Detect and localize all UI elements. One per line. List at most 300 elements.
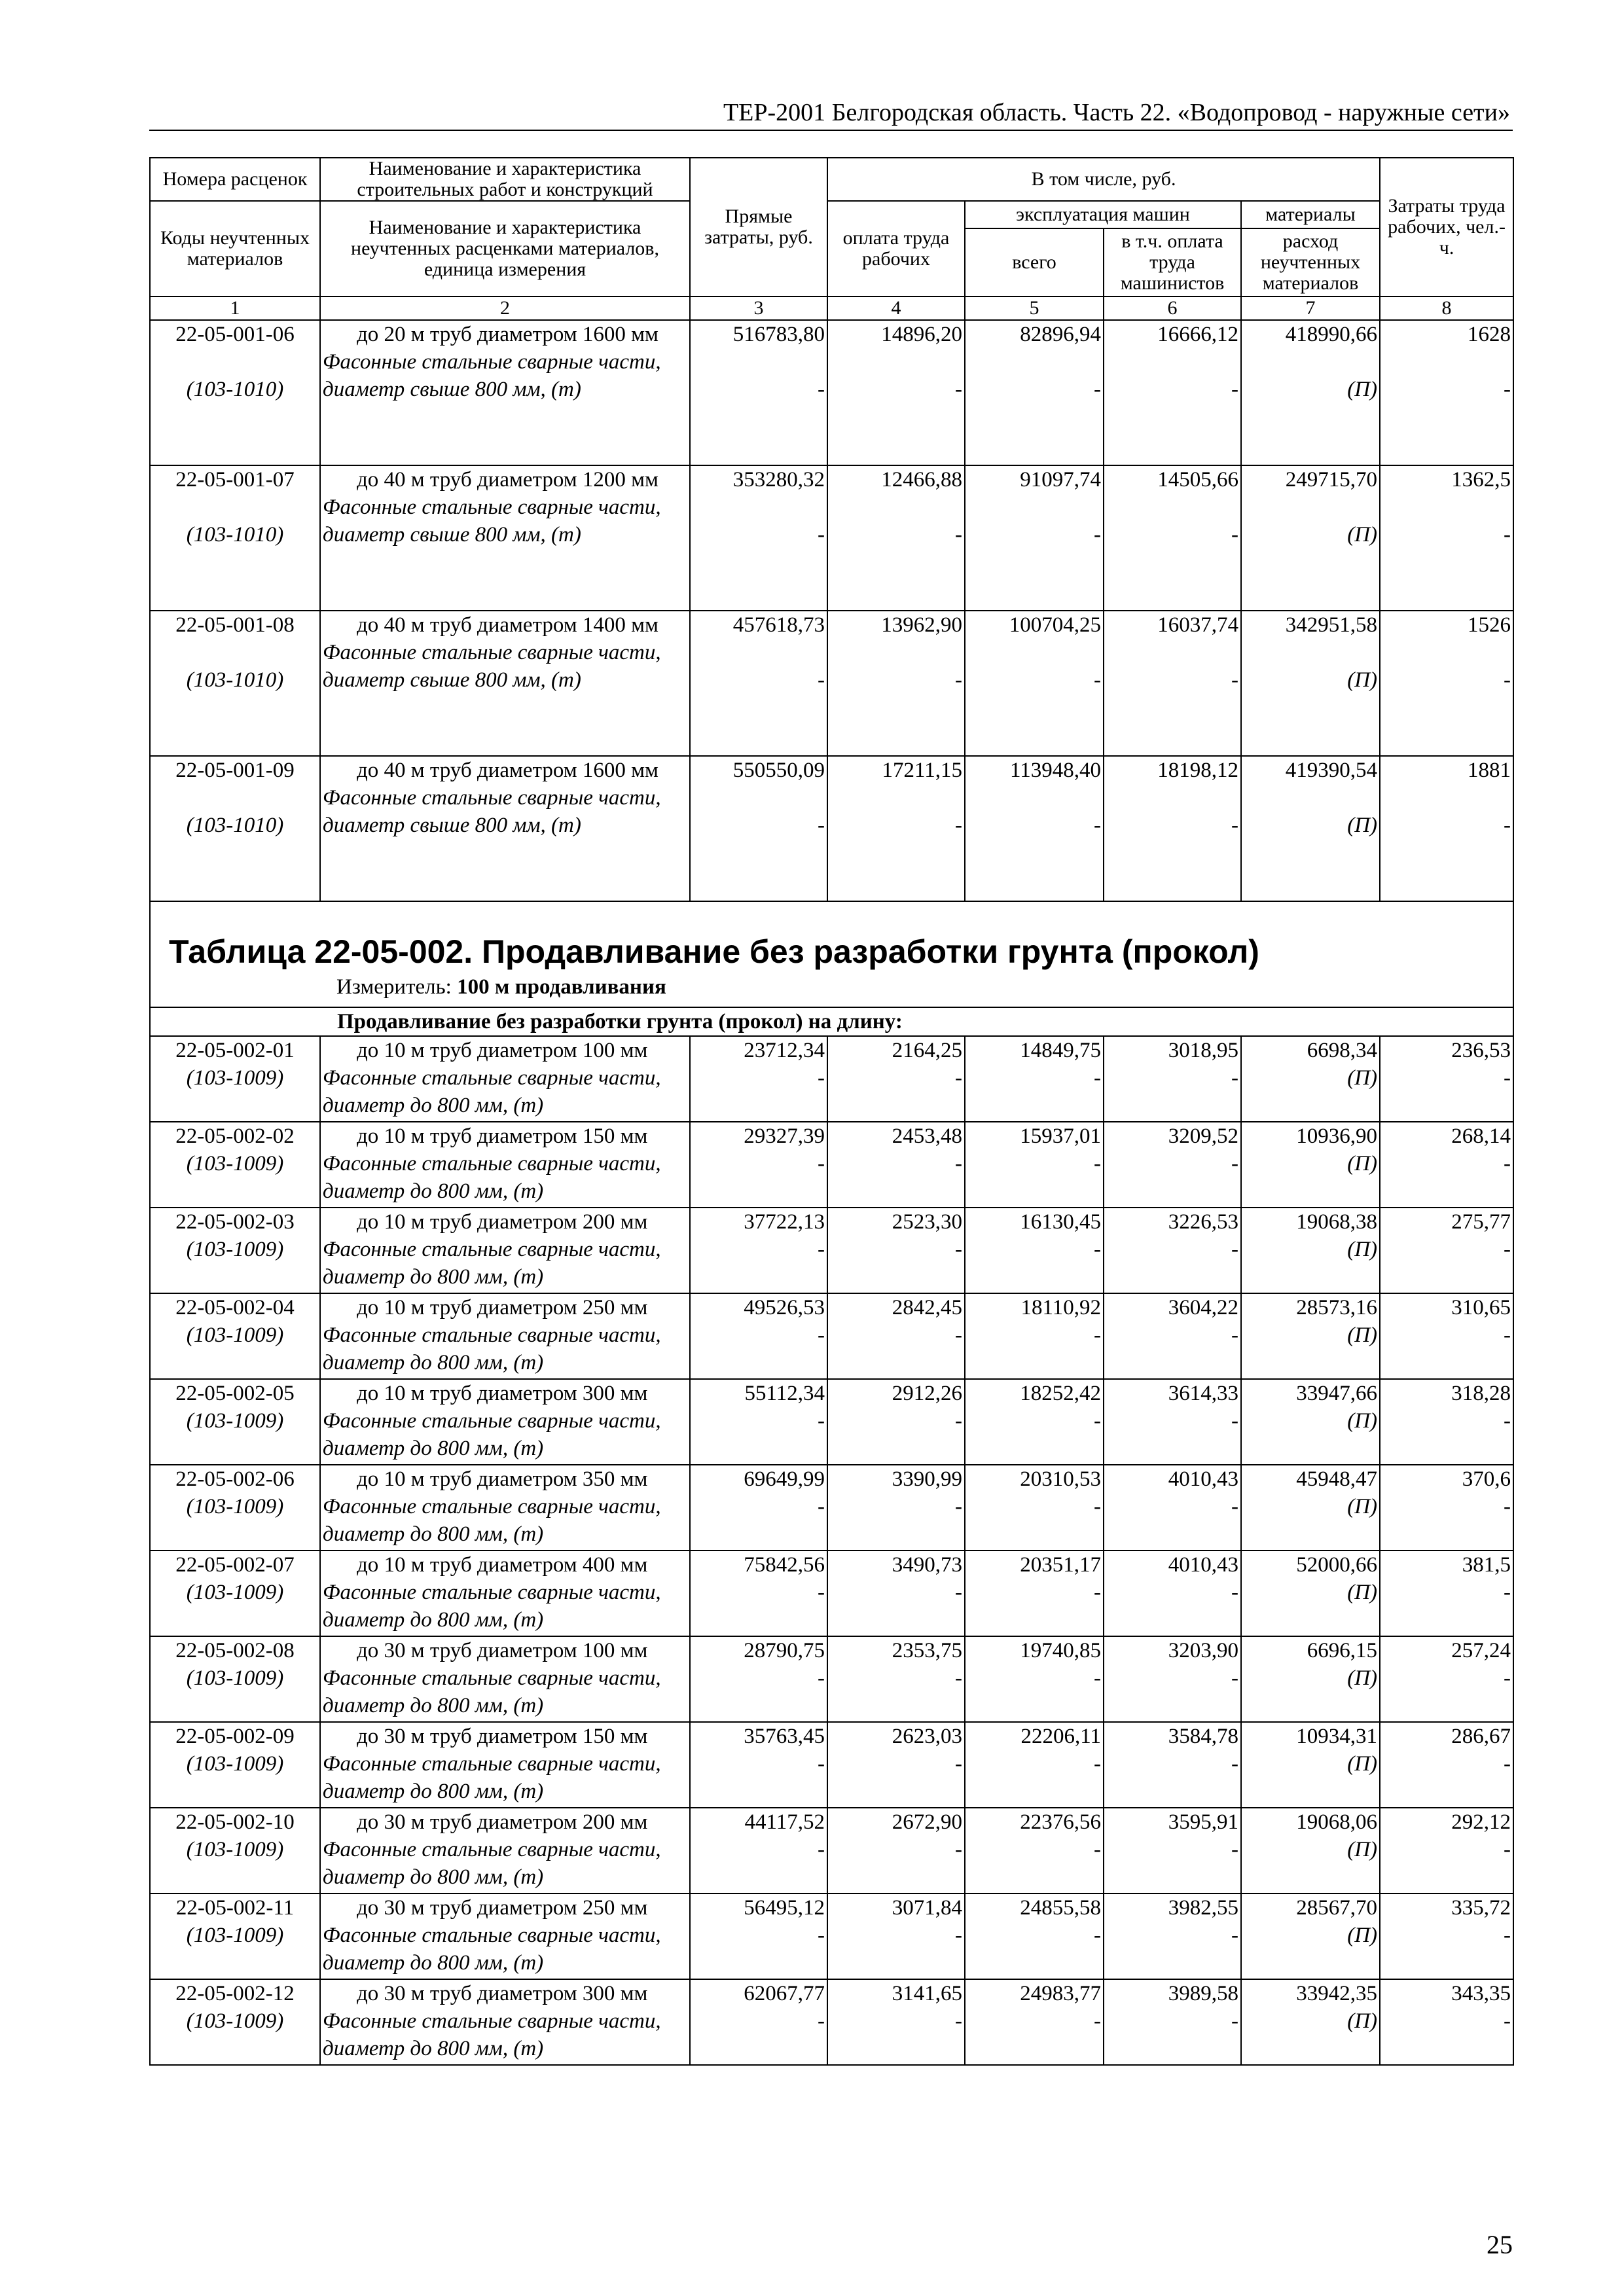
rate-desc-cell — [320, 1893, 690, 1979]
rate-code-cell — [150, 1893, 320, 1979]
value-cell-5 — [965, 1122, 1104, 1208]
value-cell-6 — [1104, 1036, 1241, 1122]
material-code: (103-1009) — [186, 1666, 284, 1690]
value-cell-8 — [1380, 1036, 1513, 1122]
col-nomera: Номера расценок — [150, 158, 320, 201]
rate-code-cell — [150, 1293, 320, 1379]
value-cell-3 — [690, 1636, 827, 1722]
table-row — [150, 1636, 1513, 1722]
material-value-4: - — [955, 1924, 962, 1947]
value-7: 33947,66 — [1296, 1382, 1378, 1405]
value-cell-5 — [965, 320, 1104, 465]
material-value-8: - — [1504, 378, 1511, 401]
value-cell-3 — [690, 1722, 827, 1808]
value-6: 3226,53 — [1168, 1210, 1238, 1234]
rate-code-cell — [150, 611, 320, 756]
rate-description: до 10 м труб диаметром 200 мм — [357, 1210, 648, 1234]
material-value-7: (П) — [1347, 1409, 1378, 1433]
material-description: Фасонные стальные сварные части, диаметр до 800 мм, (т) — [323, 1838, 661, 1889]
material-value-8: - — [1504, 1666, 1511, 1690]
value-5: 20351,17 — [1020, 1553, 1101, 1577]
material-value-5: - — [1094, 1838, 1101, 1861]
value-cell-8 — [1380, 1293, 1513, 1379]
value-cell-8 — [1380, 1379, 1513, 1465]
value-7: 342951,58 — [1285, 613, 1378, 637]
value-6: 4010,43 — [1168, 1553, 1238, 1577]
value-cell-8 — [1380, 1808, 1513, 1893]
material-description: Фасонные стальные сварные части, диаметр свыше 800 мм, (т) — [323, 786, 661, 837]
value-7: 10934,31 — [1296, 1725, 1378, 1748]
col-pryamye: Прямые затраты, руб. — [690, 158, 827, 296]
value-cell-7 — [1241, 1465, 1380, 1551]
value-4: 2353,75 — [892, 1639, 962, 1662]
col-materialy: материалы — [1241, 201, 1380, 228]
value-cell-7 — [1241, 1808, 1380, 1893]
material-value-6: - — [1231, 1752, 1238, 1776]
col-num-1: 1 — [150, 296, 320, 320]
material-value-7: (П) — [1347, 1323, 1378, 1347]
material-value-6: - — [1231, 814, 1238, 837]
material-description: Фасонные стальные сварные части, диаметр до 800 мм, (т) — [323, 1152, 661, 1203]
value-8: 1362,5 — [1451, 468, 1511, 492]
material-value-4: - — [955, 1495, 962, 1518]
material-description: Фасонные стальные сварные части, диаметр до 800 мм, (т) — [323, 1666, 661, 1717]
material-description: Фасонные стальные сварные части, диаметр до 800 мм, (т) — [323, 1924, 661, 1975]
value-cell-6 — [1104, 1722, 1241, 1808]
rate-description: до 10 м труб диаметром 250 мм — [357, 1296, 648, 1319]
material-code: (103-1009) — [186, 1752, 284, 1776]
rate-code: 22-05-002-11 — [175, 1896, 295, 1920]
material-description: Фасонные стальные сварные части, диаметр до 800 мм, (т) — [323, 1238, 661, 1289]
material-code: (103-1010) — [186, 668, 284, 692]
value-cell-4 — [827, 1293, 965, 1379]
value-4: 2623,03 — [892, 1725, 962, 1748]
rate-code: 22-05-002-02 — [175, 1124, 295, 1148]
rate-description: до 30 м труб диаметром 250 мм — [357, 1896, 648, 1920]
table-row — [150, 1722, 1513, 1808]
rate-code-cell — [150, 1379, 320, 1465]
value-cell-4 — [827, 1122, 965, 1208]
rate-code-cell — [150, 1208, 320, 1293]
rate-code: 22-05-002-06 — [175, 1467, 295, 1491]
rate-code: 22-05-002-03 — [175, 1210, 295, 1234]
material-code: (103-1010) — [186, 814, 284, 837]
table-row — [150, 465, 1513, 611]
material-value-7: (П) — [1347, 1066, 1378, 1090]
material-value-8: - — [1504, 1066, 1511, 1090]
value-4: 2842,45 — [892, 1296, 962, 1319]
value-cell-6 — [1104, 1551, 1241, 1636]
rate-desc-cell — [320, 1293, 690, 1379]
rate-description: до 10 м труб диаметром 100 мм — [357, 1039, 648, 1062]
material-value-5: - — [1094, 1752, 1101, 1776]
value-3: 23712,34 — [744, 1039, 825, 1062]
material-value-5: - — [1094, 523, 1101, 547]
value-5: 91097,74 — [1020, 468, 1101, 492]
value-cell-7 — [1241, 1636, 1380, 1722]
material-value-8: - — [1504, 2009, 1511, 2033]
rate-description: до 30 м труб диаметром 150 мм — [357, 1725, 648, 1748]
value-8: 257,24 — [1451, 1639, 1511, 1662]
material-code: (103-1009) — [186, 2009, 284, 2033]
value-8: 381,5 — [1462, 1553, 1511, 1577]
subheader-cell — [150, 1007, 1513, 1036]
material-value-8: - — [1504, 1838, 1511, 1861]
value-3: 37722,13 — [744, 1210, 825, 1234]
material-description: Фасонные стальные сварные части, диаметр свыше 800 мм, (т) — [323, 350, 661, 401]
material-value-7: (П) — [1347, 814, 1378, 837]
value-6: 3982,55 — [1168, 1896, 1238, 1920]
value-8: 310,65 — [1451, 1296, 1511, 1319]
material-value-3: - — [818, 378, 825, 401]
value-6: 16037,74 — [1157, 613, 1238, 637]
value-cell-8 — [1380, 1722, 1513, 1808]
value-cell-6 — [1104, 1808, 1241, 1893]
subheader-row — [150, 1007, 1513, 1036]
material-value-4: - — [955, 668, 962, 692]
material-value-7: (П) — [1347, 1924, 1378, 1947]
material-value-5: - — [1094, 1323, 1101, 1347]
value-7: 28573,16 — [1296, 1296, 1378, 1319]
value-3: 35763,45 — [744, 1725, 825, 1748]
section-title-row — [150, 901, 1513, 1007]
value-cell-3 — [690, 756, 827, 901]
value-5: 22206,11 — [1020, 1725, 1101, 1748]
value-3: 69649,99 — [744, 1467, 825, 1491]
rate-description: до 10 м труб диаметром 300 мм — [357, 1382, 648, 1405]
material-code: (103-1009) — [186, 1066, 284, 1090]
material-code: (103-1009) — [186, 1152, 284, 1175]
value-5: 82896,94 — [1020, 323, 1101, 346]
value-cell-5 — [965, 1208, 1104, 1293]
table-row — [150, 1122, 1513, 1208]
table-row — [150, 756, 1513, 901]
value-cell-6 — [1104, 1465, 1241, 1551]
value-6: 3203,90 — [1168, 1639, 1238, 1662]
material-value-8: - — [1504, 1581, 1511, 1604]
material-value-5: - — [1094, 1495, 1101, 1518]
value-7: 10936,90 — [1296, 1124, 1378, 1148]
value-cell-5 — [965, 1893, 1104, 1979]
value-cell-8 — [1380, 1551, 1513, 1636]
material-value-5: - — [1094, 1066, 1101, 1090]
rate-code: 22-05-001-08 — [175, 613, 295, 637]
material-value-8: - — [1504, 1323, 1511, 1347]
value-6: 4010,43 — [1168, 1467, 1238, 1491]
material-description: Фасонные стальные сварные части, диаметр до 800 мм, (т) — [323, 1323, 661, 1374]
value-cell-5 — [965, 611, 1104, 756]
value-cell-5 — [965, 1379, 1104, 1465]
material-value-7: (П) — [1347, 523, 1378, 547]
value-4: 17211,15 — [882, 759, 962, 782]
section-title-cell — [150, 901, 1513, 1007]
value-cell-7 — [1241, 1722, 1380, 1808]
table-row — [150, 611, 1513, 756]
value-cell-8 — [1380, 320, 1513, 465]
material-value-8: - — [1504, 1409, 1511, 1433]
table-row — [150, 1293, 1513, 1379]
rate-code-cell — [150, 1722, 320, 1808]
rate-code: 22-05-002-05 — [175, 1382, 295, 1405]
material-value-3: - — [818, 1495, 825, 1518]
value-7: 19068,06 — [1296, 1810, 1378, 1834]
material-code: (103-1010) — [186, 378, 284, 401]
rate-desc-cell — [320, 1551, 690, 1636]
material-value-6: - — [1231, 1838, 1238, 1861]
column-numbers-row — [150, 296, 1513, 320]
value-cell-8 — [1380, 1979, 1513, 2065]
material-value-8: - — [1504, 1152, 1511, 1175]
material-value-6: - — [1231, 1581, 1238, 1604]
value-8: 370,6 — [1462, 1467, 1511, 1491]
meter-value: 100 м продавливания — [457, 975, 666, 999]
material-value-3: - — [818, 668, 825, 692]
material-description: Фасонные стальные сварные части, диаметр до 800 мм, (т) — [323, 1581, 661, 1632]
material-value-5: - — [1094, 378, 1101, 401]
rate-desc-cell — [320, 1636, 690, 1722]
material-description: Фасонные стальные сварные части, диаметр до 800 мм, (т) — [323, 1495, 661, 1546]
material-value-3: - — [818, 1581, 825, 1604]
material-value-5: - — [1094, 1581, 1101, 1604]
rate-desc-cell — [320, 1722, 690, 1808]
col-raskhod: расход неучтенных материалов — [1241, 228, 1380, 296]
material-value-3: - — [818, 1152, 825, 1175]
value-8: 318,28 — [1451, 1382, 1511, 1405]
value-cell-8 — [1380, 465, 1513, 611]
material-value-6: - — [1231, 1666, 1238, 1690]
value-4: 2453,48 — [892, 1124, 962, 1148]
value-8: 335,72 — [1451, 1896, 1511, 1920]
rate-code: 22-05-002-08 — [175, 1639, 295, 1662]
value-cell-5 — [965, 1551, 1104, 1636]
value-cell-5 — [965, 1979, 1104, 2065]
value-cell-3 — [690, 1465, 827, 1551]
value-cell-5 — [965, 756, 1104, 901]
rate-code-cell — [150, 1122, 320, 1208]
value-cell-8 — [1380, 1122, 1513, 1208]
value-cell-7 — [1241, 1293, 1380, 1379]
material-value-3: - — [818, 1409, 825, 1433]
material-value-7: (П) — [1347, 668, 1378, 692]
value-3: 516783,80 — [732, 323, 825, 346]
value-7: 33942,35 — [1296, 1982, 1378, 2005]
value-7: 28567,70 — [1296, 1896, 1378, 1920]
value-3: 62067,77 — [744, 1982, 825, 2005]
value-cell-6 — [1104, 1208, 1241, 1293]
col-num-6: 6 — [1104, 296, 1241, 320]
material-code: (103-1009) — [186, 1924, 284, 1947]
value-6: 3604,22 — [1168, 1296, 1238, 1319]
rate-description: до 30 м труб диаметром 100 мм — [357, 1639, 648, 1662]
material-value-6: - — [1231, 1495, 1238, 1518]
value-3: 55112,34 — [744, 1382, 825, 1405]
rate-description: до 40 м труб диаметром 1600 мм — [357, 759, 659, 782]
rate-desc-cell — [320, 465, 690, 611]
value-cell-4 — [827, 1979, 965, 2065]
value-cell-7 — [1241, 1979, 1380, 2065]
material-value-5: - — [1094, 1238, 1101, 1261]
material-code: (103-1010) — [186, 523, 284, 547]
value-cell-7 — [1241, 1036, 1380, 1122]
material-description: Фасонные стальные сварные части, диаметр до 800 мм, (т) — [323, 1409, 661, 1460]
material-value-3: - — [818, 1066, 825, 1090]
value-7: 419390,54 — [1285, 759, 1378, 782]
value-cell-6 — [1104, 1636, 1241, 1722]
rate-description: до 40 м труб диаметром 1400 мм — [357, 613, 659, 637]
value-cell-4 — [827, 1722, 965, 1808]
rate-code-cell — [150, 320, 320, 465]
material-value-7: (П) — [1347, 1238, 1378, 1261]
value-5: 18252,42 — [1020, 1382, 1101, 1405]
material-description: Фасонные стальные сварные части, диаметр свыше 800 мм, (т) — [323, 495, 661, 547]
value-8: 292,12 — [1451, 1810, 1511, 1834]
col-naim-neuchten: Наименование и характеристика неучтенных расценками материалов, единица измерения — [320, 201, 690, 296]
material-value-5: - — [1094, 1924, 1101, 1947]
value-4: 14896,20 — [881, 323, 962, 346]
value-6: 14505,66 — [1157, 468, 1238, 492]
value-cell-3 — [690, 1808, 827, 1893]
value-cell-3 — [690, 1979, 827, 2065]
value-3: 44117,52 — [744, 1810, 825, 1834]
value-4: 2672,90 — [892, 1810, 962, 1834]
value-7: 52000,66 — [1296, 1553, 1378, 1577]
col-v-tom-chisle: В том числе, руб. — [827, 158, 1380, 201]
rate-code-cell — [150, 1036, 320, 1122]
value-cell-4 — [827, 1208, 965, 1293]
value-4: 3141,65 — [892, 1982, 962, 2005]
rate-description: до 10 м труб диаметром 350 мм — [357, 1467, 648, 1491]
value-3: 353280,32 — [732, 468, 825, 492]
value-4: 3071,84 — [892, 1896, 962, 1920]
material-value-6: - — [1231, 1066, 1238, 1090]
value-cell-3 — [690, 1208, 827, 1293]
value-cell-3 — [690, 1379, 827, 1465]
rate-desc-cell — [320, 1036, 690, 1122]
col-naim: Наименование и характеристика строительных работ и конструкций — [320, 158, 690, 201]
value-cell-4 — [827, 1636, 965, 1722]
material-value-6: - — [1231, 1924, 1238, 1947]
value-3: 75842,56 — [744, 1553, 825, 1577]
value-cell-3 — [690, 1122, 827, 1208]
value-5: 24983,77 — [1020, 1982, 1101, 2005]
value-5: 14849,75 — [1020, 1039, 1101, 1062]
material-value-8: - — [1504, 1752, 1511, 1776]
rate-desc-cell — [320, 1979, 690, 2065]
material-value-4: - — [955, 1666, 962, 1690]
value-cell-6 — [1104, 465, 1241, 611]
table-row — [150, 1379, 1513, 1465]
material-code: (103-1009) — [186, 1838, 284, 1861]
value-5: 24855,58 — [1020, 1896, 1101, 1920]
material-value-3: - — [818, 1666, 825, 1690]
header-title: ТЕР-2001 Белгородская область. Часть 22. «Водопровод - наружные сети» — [723, 99, 1510, 126]
value-6: 16666,12 — [1157, 323, 1238, 346]
col-vtch: в т.ч. оплата труда машинистов — [1104, 228, 1241, 296]
rate-description: до 10 м труб диаметром 400 мм — [357, 1553, 648, 1577]
value-7: 6696,15 — [1307, 1639, 1378, 1662]
value-cell-5 — [965, 1722, 1104, 1808]
material-value-5: - — [1094, 1152, 1101, 1175]
material-value-3: - — [818, 1752, 825, 1776]
rate-code: 22-05-002-09 — [175, 1725, 295, 1748]
material-value-4: - — [955, 1581, 962, 1604]
material-value-6: - — [1231, 668, 1238, 692]
value-cell-3 — [690, 465, 827, 611]
value-8: 268,14 — [1451, 1124, 1511, 1148]
material-code: (103-1009) — [186, 1238, 284, 1261]
value-7: 45948,47 — [1296, 1467, 1378, 1491]
material-value-5: - — [1094, 1409, 1101, 1433]
value-5: 19740,85 — [1020, 1639, 1101, 1662]
value-cell-8 — [1380, 1893, 1513, 1979]
value-cell-5 — [965, 1636, 1104, 1722]
material-value-8: - — [1504, 1495, 1511, 1518]
col-ekspl: эксплуатация машин — [965, 201, 1241, 228]
material-value-8: - — [1504, 668, 1511, 692]
rate-desc-cell — [320, 1379, 690, 1465]
value-cell-7 — [1241, 1551, 1380, 1636]
value-cell-8 — [1380, 1465, 1513, 1551]
material-value-4: - — [955, 1238, 962, 1261]
material-value-3: - — [818, 1838, 825, 1861]
material-code: (103-1009) — [186, 1581, 284, 1604]
header-row-1 — [150, 158, 1513, 201]
value-5: 22376,56 — [1020, 1810, 1101, 1834]
material-description: Фасонные стальные сварные части, диаметр до 800 мм, (т) — [323, 2009, 661, 2060]
rate-description: до 30 м труб диаметром 200 мм — [357, 1810, 648, 1834]
page-header — [149, 97, 1513, 131]
material-value-6: - — [1231, 1238, 1238, 1261]
material-value-7: (П) — [1347, 1752, 1378, 1776]
value-cell-7 — [1241, 465, 1380, 611]
value-7: 6698,34 — [1307, 1039, 1378, 1062]
table-row — [150, 1465, 1513, 1551]
value-cell-4 — [827, 320, 965, 465]
rate-code-cell — [150, 465, 320, 611]
material-value-6: - — [1231, 378, 1238, 401]
material-value-8: - — [1504, 814, 1511, 837]
value-cell-7 — [1241, 1893, 1380, 1979]
material-value-4: - — [955, 1409, 962, 1433]
value-cell-4 — [827, 1379, 965, 1465]
material-value-7: (П) — [1347, 1666, 1378, 1690]
material-value-7: (П) — [1347, 378, 1378, 401]
value-8: 1881 — [1468, 759, 1511, 782]
value-cell-5 — [965, 1808, 1104, 1893]
material-value-3: - — [818, 1924, 825, 1947]
header-row-2 — [150, 201, 1513, 228]
value-cell-6 — [1104, 611, 1241, 756]
rate-desc-cell — [320, 320, 690, 465]
value-cell-3 — [690, 320, 827, 465]
material-value-3: - — [818, 1238, 825, 1261]
value-cell-6 — [1104, 1893, 1241, 1979]
material-value-6: - — [1231, 523, 1238, 547]
value-3: 457618,73 — [732, 613, 825, 637]
value-cell-4 — [827, 465, 965, 611]
value-3: 28790,75 — [744, 1639, 825, 1662]
material-value-5: - — [1094, 814, 1101, 837]
value-cell-7 — [1241, 1379, 1380, 1465]
material-value-7: (П) — [1347, 1581, 1378, 1604]
rate-code-cell — [150, 1808, 320, 1893]
material-code: (103-1009) — [186, 1409, 284, 1433]
col-num-2: 2 — [320, 296, 690, 320]
value-8: 286,67 — [1451, 1725, 1511, 1748]
value-cell-4 — [827, 1808, 965, 1893]
subheader: Продавливание без разработки грунта (прокол) на длину: — [337, 1010, 903, 1033]
rate-description: до 10 м труб диаметром 150 мм — [357, 1124, 648, 1148]
